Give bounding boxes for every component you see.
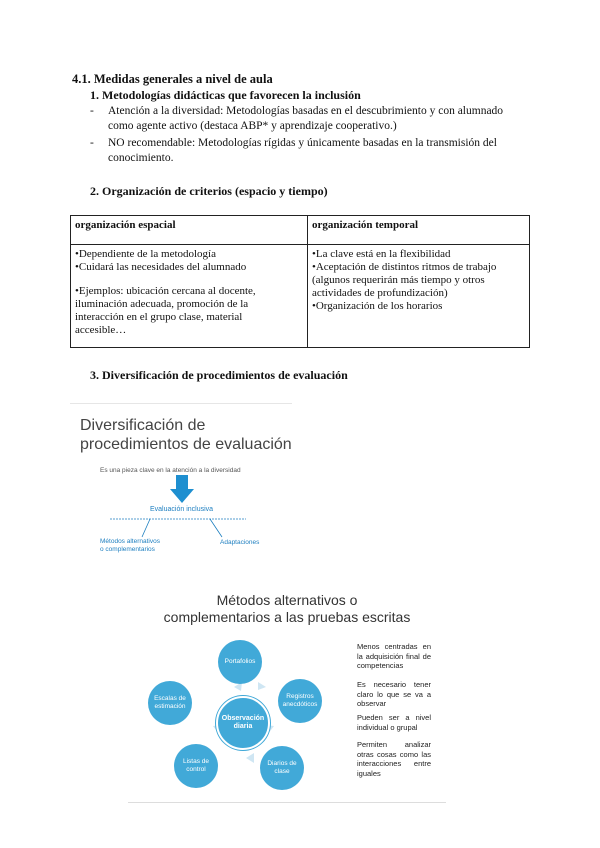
spatial-line: •Cuidará las necesidades del alumnado bbox=[75, 261, 247, 273]
spatial-line: •Dependiente de la metodología bbox=[75, 248, 216, 260]
bullet-1 bbox=[90, 104, 530, 134]
figure-2-title-line-1: Métodos alternativos o bbox=[216, 592, 358, 608]
figure-1-left-line-1: Métodos alternativos bbox=[100, 538, 160, 545]
dash-marker: - bbox=[90, 137, 94, 149]
temporal-line: actividades de profundización) bbox=[312, 287, 448, 299]
subsection-3-title: 3. Diversificación de procedimientos de evaluación bbox=[90, 368, 348, 382]
note-4: Permiten analizar otras cosas como las interacciones entre iguales bbox=[357, 740, 431, 778]
header-spatial: organización espacial bbox=[71, 216, 308, 245]
spatial-line: •Ejemplos: ubicación cercana al docente, bbox=[75, 285, 256, 297]
temporal-line: •La clave está en la flexibilidad bbox=[312, 248, 451, 260]
figure-1-title-line-2: procedimientos de evaluación bbox=[80, 436, 292, 453]
header-temporal: organización temporal bbox=[308, 216, 530, 245]
figure-1-right: Adaptaciones bbox=[220, 539, 260, 546]
figure-1-title-line-1: Diversificación de bbox=[80, 417, 206, 434]
figure-2-title-line-2: complementarios a las pruebas escritas bbox=[163, 609, 411, 625]
figure-1-left bbox=[100, 538, 160, 554]
node-center: Observación diaria bbox=[216, 696, 270, 750]
note-2: Es necesario tener claro lo que se va a observar bbox=[357, 680, 431, 708]
node-listas: Listas de control bbox=[174, 744, 218, 788]
down-arrow-icon bbox=[170, 475, 194, 505]
figure-alternative-methods bbox=[128, 580, 446, 803]
bullet-1-line-1: Atención a la diversidad: Metodologías basadas en el descubrimiento y con alumnado bbox=[108, 105, 504, 117]
cell-temporal bbox=[308, 245, 530, 348]
bullet-2 bbox=[90, 136, 530, 166]
spatial-line: accesible… bbox=[75, 324, 127, 336]
figure-1-center: Evaluación inclusiva bbox=[150, 506, 214, 513]
figure-1-caption: Es una pieza clave en la atención a la diversidad bbox=[100, 467, 241, 474]
bullet-1-line-2: como agente activo (destaca ABP* y aprendizaje cooperativo.) bbox=[108, 120, 397, 132]
criteria-table bbox=[70, 215, 530, 348]
bullet-2-line-1: NO recomendable: Metodologías rígidas y únicamente basadas en la transmisión del bbox=[108, 137, 497, 149]
note-3: Pueden ser a nivel individual o grupal bbox=[357, 713, 431, 732]
node-portafolios: Portafolios bbox=[218, 640, 262, 684]
subsection-2-title: 2. Organización de criterios (espacio y tiempo) bbox=[90, 184, 328, 198]
temporal-line: •Organización de los horarios bbox=[312, 300, 443, 312]
node-diarios: Diarios de clase bbox=[260, 746, 304, 790]
dash-marker: - bbox=[90, 105, 94, 117]
bullet-2-line-2: conocimiento. bbox=[108, 152, 174, 164]
cell-spatial bbox=[71, 245, 308, 348]
spatial-line: iluminación adecuada, promoción de la bbox=[75, 298, 249, 310]
temporal-line: (algunos requerirán más tiempo y otros bbox=[312, 274, 485, 286]
figure-evaluation-diversification bbox=[70, 403, 292, 564]
figure-1-title bbox=[80, 416, 292, 454]
note-1: Menos centradas en la adquisición final de competencias bbox=[357, 642, 431, 670]
figure-1-left-line-2: o complementarios bbox=[100, 546, 155, 553]
subsection-1-title: 1. Metodologías didácticas que favorecen la inclusión bbox=[90, 88, 361, 102]
node-registros: Registros anecdóticos bbox=[278, 679, 322, 723]
spatial-line: interacción en el grupo clase, material bbox=[75, 311, 243, 323]
temporal-line: •Aceptación de distintos ritmos de trabajo bbox=[312, 261, 497, 273]
section-title: 4.1. Medidas generales a nivel de aula bbox=[72, 72, 273, 86]
node-escalas: Escalas de estimación bbox=[148, 681, 192, 725]
